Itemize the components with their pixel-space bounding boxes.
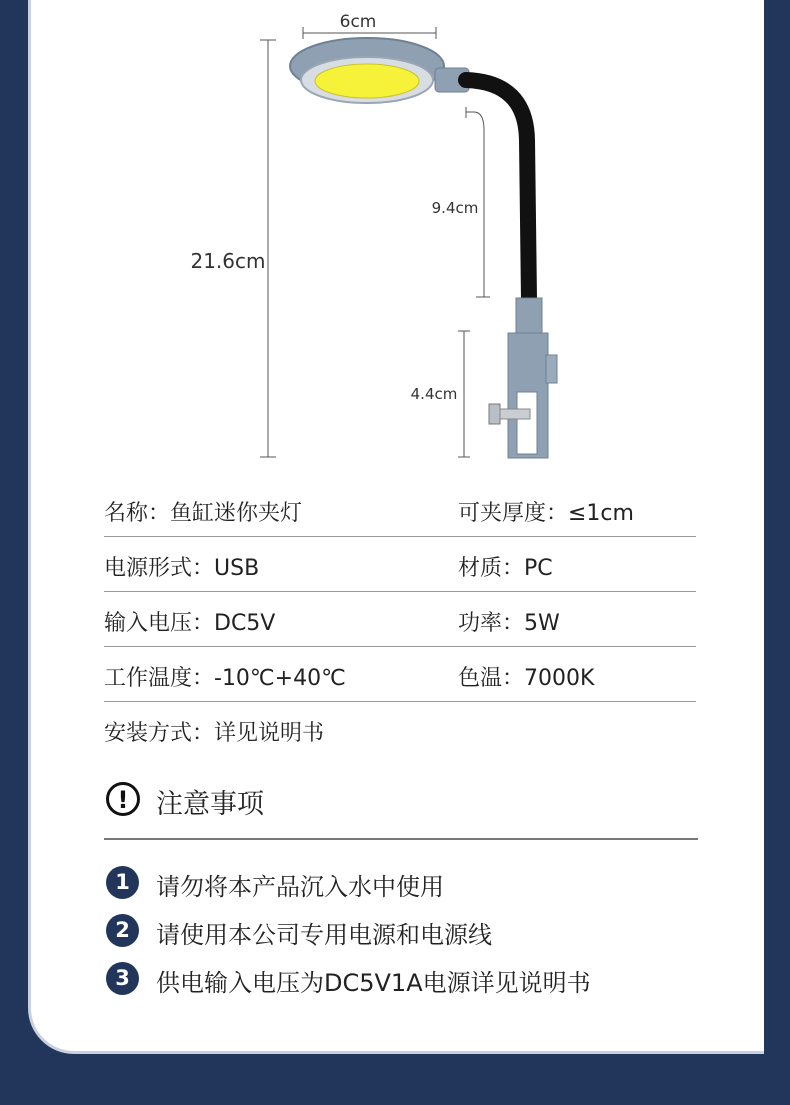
spec-table [104,482,696,756]
notice-title: 注意事项 [156,789,264,820]
arm-height-label: 9.4cm [431,199,479,217]
lamp-head [290,38,469,103]
gooseneck-arm [466,80,529,300]
spec-row [104,702,696,756]
width-dimension [303,12,436,39]
spec-name: 名称：鱼缸迷你夹灯 [104,501,303,526]
number-badge: 3 [106,962,139,995]
notice-list [104,862,704,1006]
spec-clip-thickness: 可夹厚度：≤1cm [458,501,634,526]
notice-header [104,780,698,840]
spec-color-temp: 色温：7000K [458,666,595,691]
total-height-label: 21.6cm [190,249,266,273]
number-badge: 1 [106,866,139,899]
number-badge: 2 [106,914,139,947]
spec-installation: 安装方式：详见说明书 [104,721,325,746]
spec-power: 功率：5W [458,611,560,636]
clip-height-dimension [411,331,470,457]
exclamation-icon: ! [106,782,140,816]
spec-power-source: 电源形式：USB [104,556,260,581]
width-label: 6cm [339,12,377,32]
spec-row [104,537,696,592]
notice-text: 请勿将本产品沉入水中使用 [156,873,444,901]
notice-text: 供电输入电压为DC5V1A电源详见说明书 [156,969,591,997]
clip-height-label: 4.4cm [410,385,458,403]
spec-row [104,592,696,647]
spec-input-voltage: 输入电压：DC5V [104,611,276,636]
mounting-clip [489,298,557,458]
total-height-dimension [190,40,276,457]
spec-material: 材质：PC [458,556,553,581]
spec-operating-temp: 工作温度：-10℃+40℃ [104,666,346,691]
spec-row [104,647,696,702]
list-item [104,862,704,910]
arm-height-dimension [432,107,490,297]
list-item [104,958,704,1006]
list-item [104,910,704,958]
spec-row [104,482,696,537]
notice-text: 请使用本公司专用电源和电源线 [156,921,492,949]
product-dimension-diagram [0,0,790,470]
